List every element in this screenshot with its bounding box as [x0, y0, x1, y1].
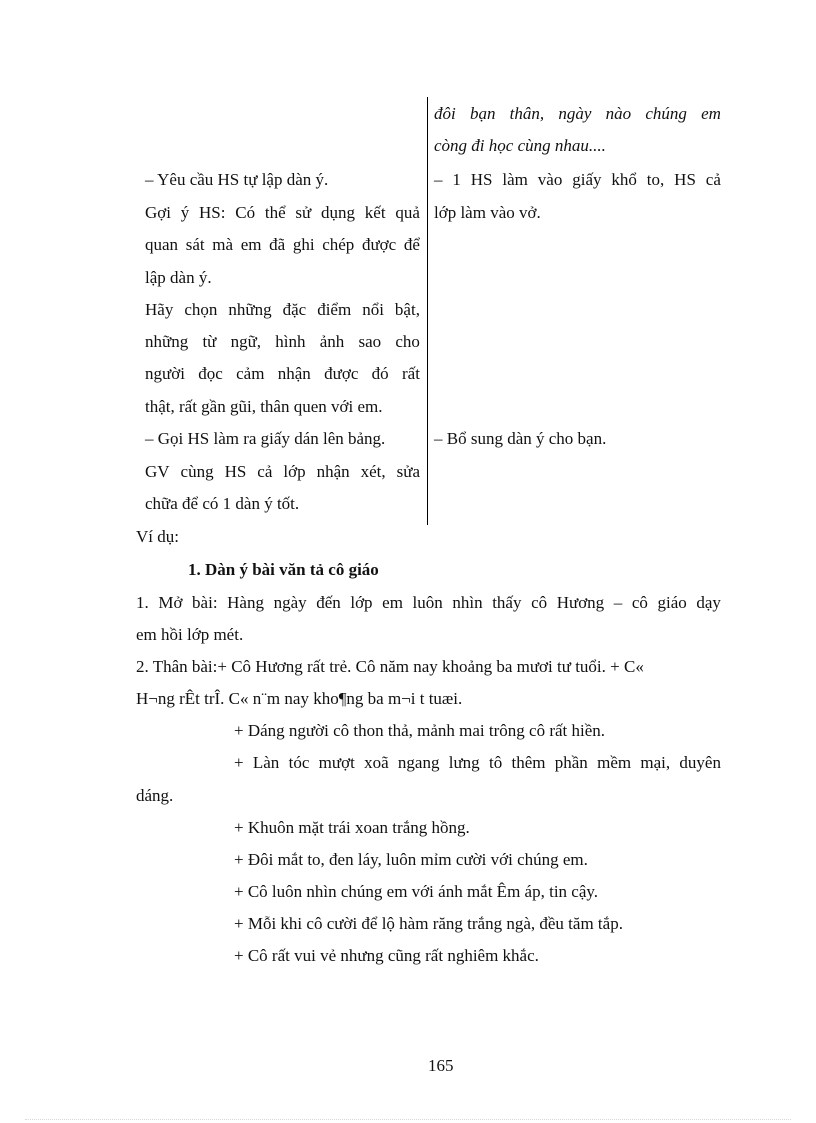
- list-item: + Cô luôn nhìn chúng em với ánh mắt Êm áp, tin cậy.: [234, 882, 599, 901]
- left-col-line-1: – Yêu cầu HS tự lập dàn ý.: [145, 170, 329, 189]
- left-col-line-8: thật, rất gần gũi, thân quen với em.: [145, 397, 383, 416]
- right-col-line-1: đôi bạn thân, ngày nào chúng em: [434, 104, 721, 123]
- left-col-line-5: Hãy chọn những đặc điểm nổi bật,: [145, 300, 420, 319]
- list-item: + Khuôn mặt trái xoan trắng hồng.: [234, 818, 470, 837]
- list-item: + Cô rất vui vẻ nhưng cũng rất nghiêm khắc.: [234, 946, 539, 965]
- than-bai-line-1: 2. Thân bài:+ Cô Hương rất trẻ. Cô năm nay khoảng ba mươi tư tuổi. + C«: [136, 657, 644, 676]
- left-col-line-4: lập dàn ý.: [145, 268, 212, 287]
- mo-bai-line-1: 1. Mở bài: Hàng ngày đến lớp em luôn nhìn thấy cô Hương – cô giáo dạy: [136, 593, 721, 612]
- example-label: Ví dụ:: [136, 527, 179, 546]
- column-divider: [427, 97, 428, 525]
- left-col-line-7: người đọc cảm nhận được đó rất: [145, 364, 420, 383]
- left-col-line-3: quan sát mà em đã ghi chép được để: [145, 235, 420, 254]
- right-col-line-3: – 1 HS làm vào giấy khổ to, HS cả: [434, 170, 721, 189]
- mo-bai-line-2: em hồi lớp mét.: [136, 625, 244, 644]
- right-col-line-4: lớp làm vào vở.: [434, 203, 541, 222]
- section-heading: 1. Dàn ý bài văn tả cô giáo: [188, 560, 379, 579]
- list-item-continuation: dáng.: [136, 786, 174, 805]
- right-col-line-5: – Bổ sung dàn ý cho bạn.: [434, 429, 607, 448]
- list-item: + Đôi mắt to, đen láy, luôn mỉm cười với chúng em.: [234, 850, 588, 869]
- right-col-line-2: còng đi học cùng nhau....: [434, 136, 606, 155]
- left-col-line-6: những từ ngữ, hình ảnh sao cho: [145, 332, 420, 351]
- left-col-line-10: GV cùng HS cả lớp nhận xét, sửa: [145, 462, 420, 481]
- page-number: 165: [428, 1056, 454, 1075]
- left-col-line-2: Gợi ý HS: Có thể sử dụng kết quả: [145, 203, 420, 222]
- list-item: + Mỗi khi cô cười để lộ hàm răng trắng ngà, đều tăm tắp.: [234, 914, 623, 933]
- list-item: + Dáng người cô thon thả, mảnh mai trông cô rất hiền.: [234, 721, 606, 740]
- than-bai-line-2: H¬ng rÊt trÎ. C« n¨m nay kho¶ng ba m¬i t tuæi.: [136, 689, 463, 708]
- left-col-line-11: chữa để có 1 dàn ý tốt.: [145, 494, 300, 513]
- left-col-line-9: – Gọi HS làm ra giấy dán lên bảng.: [145, 429, 386, 448]
- list-item: + Làn tóc mượt xoã ngang lưng tô thêm phần mềm mại, duyên: [234, 753, 721, 772]
- page-bottom-border: [25, 1119, 791, 1120]
